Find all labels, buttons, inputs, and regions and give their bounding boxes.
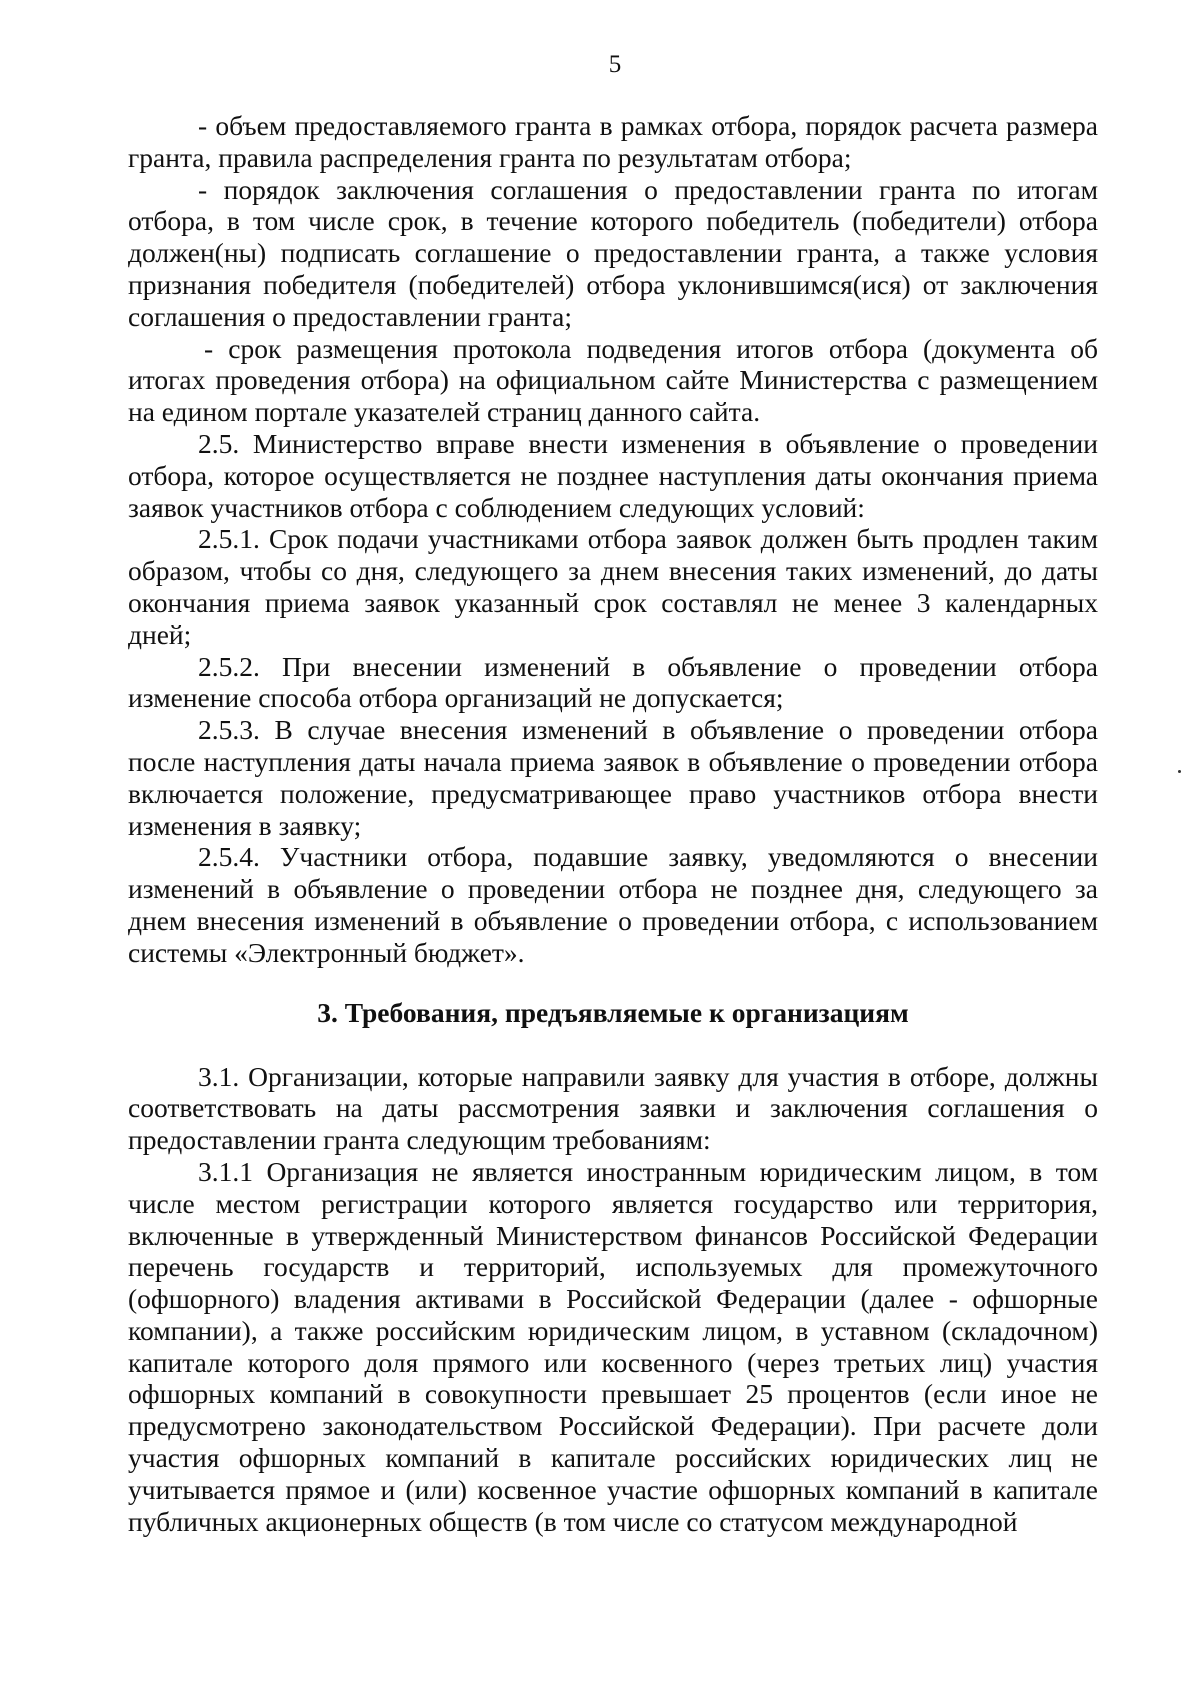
paragraph-3-1-1: 3.1.1 Организация не является иностранным юридическим лицом, в том числе местом регистрации которого является государство или территория, включенные в утвержденный Министерством финансов Российской Федерации перечень государств и территорий, используемых для промежуточного (офшорного) владения активами в Российской Федерации (далее - офшорные компании), а также российским юридическим лицом, в уставном (складочном) капитале которого доля прямого или косвенного (через третьих лиц) участия офшорных компаний в совокупности превышает 25 процентов (если иное не предусмотрено законодательством Российской Федерации). При расчете доли участия офшорных компаний в капитале российских юридических лиц не учитывается прямое и (или) косвенное участие офшорных компаний в капитале публичных акционерных обществ (в том числе со статусом международной (128, 1155, 1098, 1537)
paragraph-2-5-2: 2.5.2. При внесении изменений в объявление о проведении отбора изменение способа отбора организаций не допускается; (128, 650, 1098, 714)
paragraph-3-1: 3.1. Организации, которые направили заявку для участия в отборе, должны соответствовать на даты рассмотрения заявки и заключения соглашения о предоставлении гранта следующим требованиям: (128, 1060, 1098, 1156)
page-number: 5 (608, 51, 622, 78)
section-heading: 3. Требования, предъявляемые к организациям (317, 996, 909, 1028)
paragraph-grant-volume: - объем предоставляемого гранта в рамках отбора, порядок расчета размера гранта, правила распределения гранта по результатам отбора; (128, 110, 1098, 173)
paragraph-2-5-4: 2.5.4. Участники отбора, подавшие заявку, уведомляются о внесении изменений в объявление о проведении отбора не позднее дня, следующего за днем внесения изменений в объявление о проведении отбора, с использованием системы «Электронный бюджет». (128, 841, 1098, 968)
paragraph-2-5: 2.5. Министерство вправе внести изменения в объявление о проведении отбора, которое осуществляется не позднее наступления даты окончания приема заявок участников отбора с соблюдением следующих условий: (128, 427, 1098, 523)
paragraph-2-5-1: 2.5.1. Срок подачи участниками отбора заявок должен быть продлен таким образом, чтобы со дня, следующего за днем внесения таких изменений, до даты окончания приема заявок указанный срок составлял не менее 3 календарных дней; (128, 523, 1098, 650)
paragraph-2-5-3: 2.5.3. В случае внесения изменений в объявление о проведении отбора после наступления даты начала приема заявок в объявление о проведении отбора включается положение, предусматривающее право участников отбора внести изменения в заявку; (128, 714, 1098, 841)
paragraph-agreement-procedure: - порядок заключения соглашения о предоставлении гранта по итогам отбора, в том числе срок, в течение которого победитель (победители) отбора должен(ны) подписать соглашение о предоставлении гранта, а также условия признания победителя (победителей) отбора уклонившимся(ися) от заключения соглашения о предоставлении гранта; (128, 173, 1098, 332)
paragraph-protocol-deadline: - срок размещения протокола подведения итогов отбора (документа об итогах проведения отбора) на официальном сайте Министерства с размещением на едином портале указателей страниц данного сайта. (128, 332, 1098, 428)
scan-artifact-dot (1178, 770, 1181, 773)
document-body (128, 110, 1098, 1537)
